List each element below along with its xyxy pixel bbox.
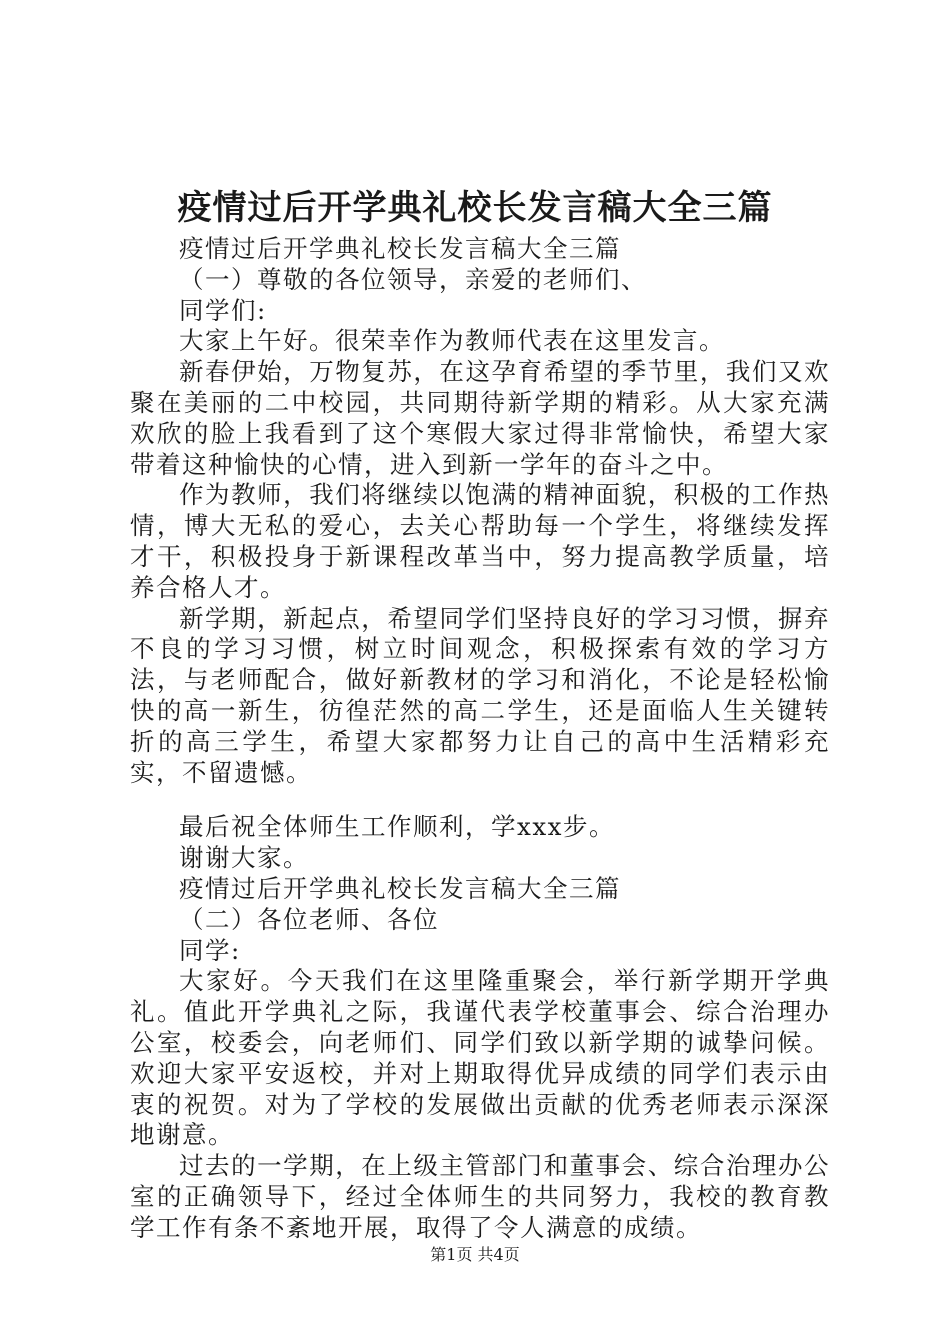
paragraph-body: 新学期，新起点，希望同学们坚持良好的学习习惯，摒弃不良的学习习惯，树立时间观念，积极探索有效的学习方法，与老师配合，做好新教材的学习和消化，不论是轻松愉快的高一新生，彷徨茫然的高二学生，还是面临人生关键转折的高三学生，希望大家都努力让自己的高中生活精彩充实，不留遗憾。 — [130, 603, 830, 787]
paragraph-salutation-1b: 同学们: — [179, 295, 267, 325]
paragraph-body: 作为教师，我们将继续以饱满的精神面貌，积极的工作热情，博大无私的爱心，去关心帮助每一个学生，将继续发挥才干，积极投身于新课程改革当中，努力提高教学质量，培养合格人才。 — [130, 480, 830, 602]
paragraph-greeting-1: 大家上午好。很荣幸作为教师代表在这里发言。 — [179, 326, 725, 356]
paragraph-salutation-2b: 同学: — [179, 935, 241, 965]
paragraph-thanks: 谢谢大家。 — [179, 843, 309, 873]
paragraph-body: 新春伊始，万物复苏，在这孕育希望的季节里，我们又欢聚在美丽的二中校园，共同期待新学期的精彩。从大家充满欢欣的脸上我看到了这个寒假大家过得非常愉快，希望大家带着这种愉快的心情，进入到新一学年的奋斗之中。 — [130, 357, 830, 479]
paragraph-salutation-2: （二）各位老师、各位 — [179, 904, 439, 934]
paragraph-body: 大家好。今天我们在这里隆重聚会，举行新学期开学典礼。值此开学典礼之际，我谨代表学校董事会、综合治理办公室，校委会，向老师们、同学们致以新学期的诚挚问候。欢迎大家平安返校，并对上期取得优异成绩的同学们表示由衷的祝贺。对为了学校的发展做出贡献的优秀老师表示深深地谢意。 — [130, 966, 830, 1150]
paragraph-subtitle-2: 疫情过后开学典礼校长发言稿大全三篇 — [179, 873, 621, 903]
document-body — [130, 234, 830, 1244]
paragraph-closing-wish: 最后祝全体师生工作顺利，学xxx步。 — [179, 812, 615, 842]
document-title: 疫情过后开学典礼校长发言稿大全三篇 — [177, 188, 773, 228]
page-number-footer: 第1页 共4页 — [430, 1245, 520, 1264]
paragraph-subtitle-1: 疫情过后开学典礼校长发言稿大全三篇 — [179, 234, 621, 263]
paragraph-salutation-1: （一）尊敬的各位领导，亲爱的老师们、 — [179, 264, 647, 294]
paragraph-body: 过去的一学期，在上级主管部门和董事会、综合治理办公室的正确领导下，经过全体师生的共同努力，我校的教育教学工作有条不紊地开展，取得了令人满意的成绩。 — [130, 1151, 830, 1242]
